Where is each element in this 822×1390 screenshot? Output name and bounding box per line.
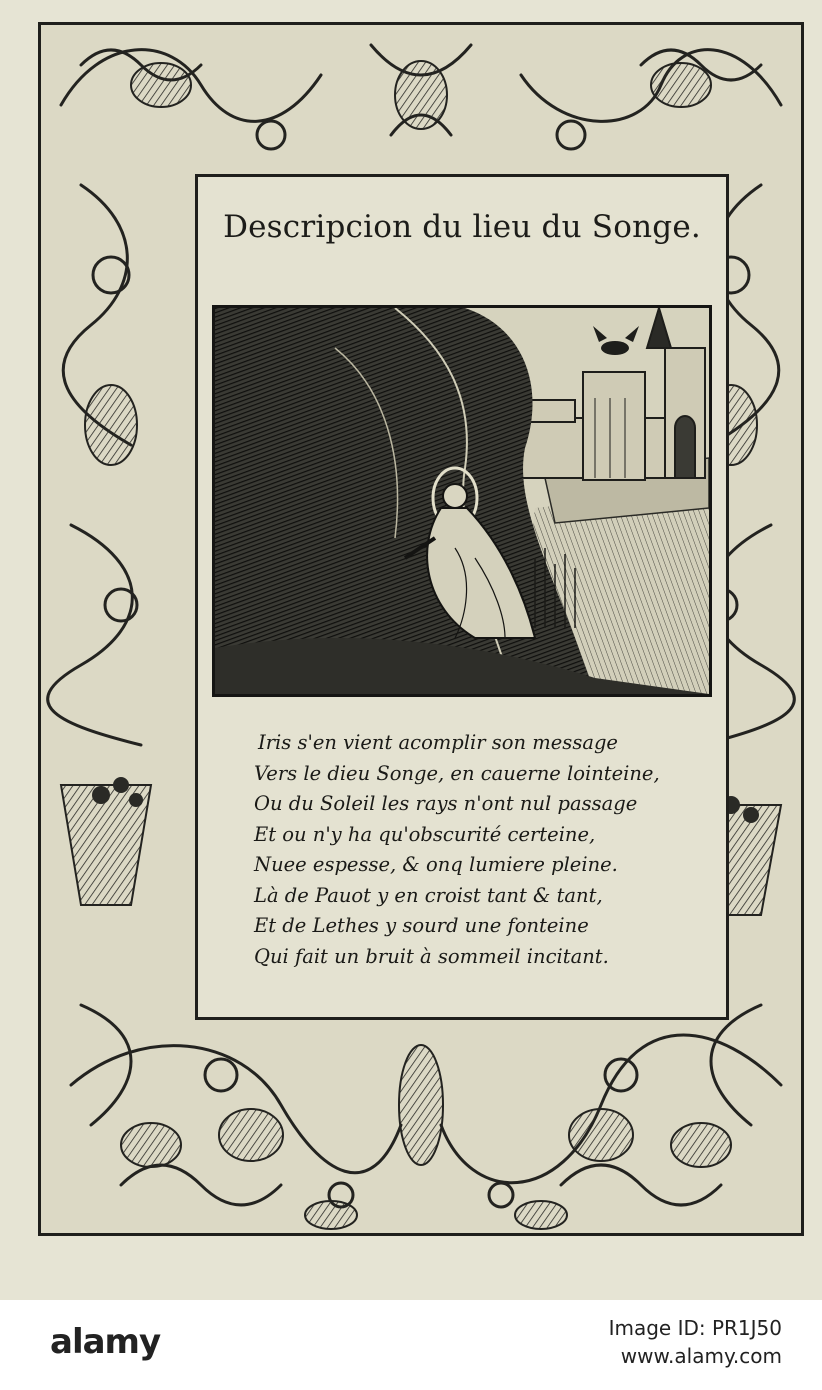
verse-line: Qui fait un bruit à sommeil incitant. xyxy=(254,944,609,968)
verse-stanza xyxy=(254,728,714,972)
verse-line: Iris s'en vient acomplir son message xyxy=(258,731,618,754)
woodcut-illustration xyxy=(212,305,712,697)
verse-line: Nuee espesse, & onq lumiere pleine. xyxy=(254,853,618,876)
watermark-id xyxy=(609,1314,782,1370)
ornamental-border xyxy=(38,22,804,1236)
verse-line: Vers le dieu Songe, en cauerne lointeine, xyxy=(254,761,660,785)
verse-line: Et ou n'y ha qu'obscurité certeine, xyxy=(254,822,596,846)
verse-line: Ou du Soleil les rays n'ont nul passage xyxy=(254,792,638,815)
image-id: Image ID: PR1J50 xyxy=(608,1316,782,1340)
verse-line: Et de Lethes y sourd une fonteine xyxy=(254,914,589,937)
verse-line: Là de Pauot y en croist tant & tant, xyxy=(254,883,603,907)
text-panel xyxy=(195,174,729,1020)
page-title: Descripcion du lieu du Songe. xyxy=(223,209,701,245)
watermark-logo: alamy xyxy=(50,1322,161,1362)
watermark-url: www.alamy.com xyxy=(620,1344,782,1368)
watermark-bar xyxy=(0,1300,822,1390)
